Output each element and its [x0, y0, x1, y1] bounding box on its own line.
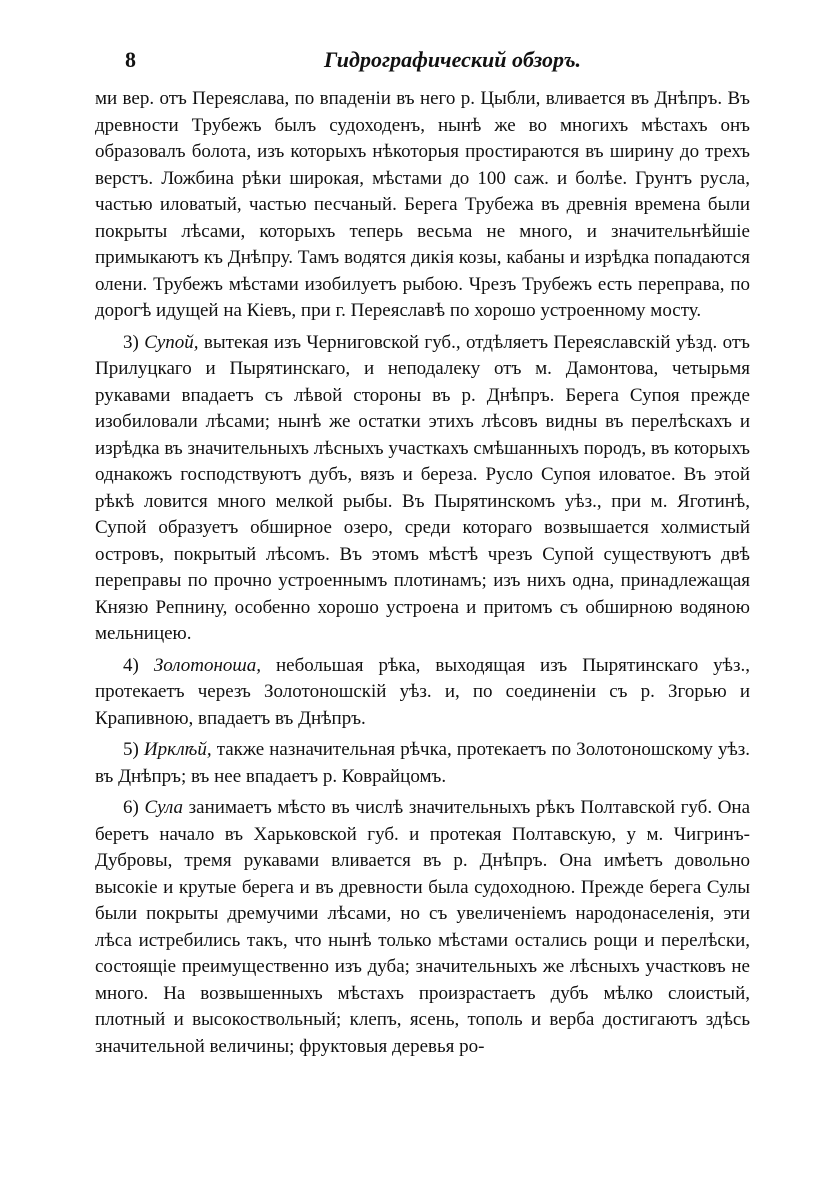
- river-name-supoy: Супой,: [144, 331, 199, 353]
- page-header: [95, 42, 750, 78]
- paragraph-text: занимаетъ мѣсто въ числѣ значительныхъ рѣкъ Полтавской губ. Она беретъ начало въ Харьковской губ. и протекая Полтавскую, у м. Чигринъ-Дубровы, тремя рукавами вливается въ р. Днѣпръ. Она имѣетъ довольно высокіе и крутые берега и въ древности была судоходною. Прежде берега Сулы были покрыты дремучими лѣсами, но съ увеличеніемъ народонаселенія, эти лѣса истребились такъ, что нынѣ только мѣстами остались рощи и перелѣски, состоящіе преимущественно изъ дуба; значительныхъ же лѣсныхъ участковъ не много. На возвышенныхъ мѣстахъ произрастаетъ дубъ мѣлко слоистый, плотный и высокоствольный; клепъ, ясень, тополь и верба достигаютъ здѣсь значительной величины; фруктовыя деревья ро-: [95, 797, 751, 1057]
- paragraph-number: 5): [123, 739, 139, 760]
- paragraph-trubezh-continued: [95, 86, 750, 325]
- paragraph-irkley: [95, 737, 750, 790]
- book-page: [95, 42, 750, 1065]
- river-name-irkley: Ирклѣй,: [143, 739, 212, 760]
- page-number: 8: [125, 47, 136, 72]
- river-name-zolotonosha: Золотоноша,: [153, 654, 262, 676]
- paragraph-text: также назначительная рѣчка, протекаетъ по Золотоношскому уѣз. въ Днѣпръ; въ нее впадаетъ р. Коврайцомъ.: [95, 739, 751, 787]
- paragraph-text: небольшая рѣка, выходящая изъ Пырятинскаго уѣз., протекаетъ черезъ Золотоношскій уѣз. и, по соединеніи съ р. Згорью и Крапивною, впадаетъ въ Днѣпръ.: [95, 654, 750, 729]
- paragraph-supoy: [95, 330, 750, 648]
- page-body: [95, 86, 750, 1060]
- running-head: Гидрографический обзоръ.: [323, 47, 582, 72]
- paragraph-number: 3): [123, 331, 139, 353]
- paragraph-number: 4): [123, 654, 139, 676]
- river-name-sula: Сула: [144, 797, 184, 818]
- paragraph-text: вытекая изъ Черниговской губ., отдѣляетъ Переяславскій уѣзд. отъ Прилуцкаго и Пырятинскаго, и неподалеку отъ м. Дамонтова, четырьмя рукавами впадаетъ съ лѣвой стороны въ р. Днѣпръ. Берега Супоя прежде изобиловали лѣсами; нынѣ же остатки этихъ лѣсовъ видны въ перелѣскахъ и изрѣдка въ значительныхъ лѣсныхъ участкахъ смѣшанныхъ породъ, въ которыхъ однакожъ господствуютъ дубъ, вязъ и береза. Русло Супоя иловатое. Въ этой рѣкѣ ловится много мелкой рыбы. Въ Пырятинскомъ уѣз., при м. Яготинѣ, Супой образуетъ обширное озеро, среди котораго возвышается холмистый островъ, покрытый лѣсомъ. Въ этомъ мѣстѣ чрезъ Супой существуютъ двѣ переправы по прочно устроеннымъ плотинамъ; изъ нихъ одна, принадлежащая Князю Репнину, особенно хорошо устроена и притомъ съ обширною водяною мельницею.: [95, 331, 751, 644]
- paragraph-zolotonosha: [95, 653, 750, 733]
- paragraph-sula: [95, 795, 750, 1060]
- paragraph-text: ми вер. отъ Переяслава, по впаденіи въ него р. Цыбли, вливается въ Днѣпръ. Въ древности Трубежъ былъ судоходенъ, нынѣ же во многихъ мѣстахъ онъ образовалъ болота, изъ которыхъ нѣкоторыя простираются въ ширину до трехъ верстъ. Ложбина рѣки широкая, мѣстами до 100 саж. и болѣе. Грунтъ русла, частью иловатый, частью песчаный. Берега Трубежа въ древнія времена были покрыты лѣсами, которыхъ теперь весьма не много, и значительнѣйшіе примыкаютъ къ Днѣпру. Тамъ водятся дикія козы, кабаны и изрѣдка попадаются олени. Трубежъ мѣстами изобилуетъ рыбою. Чрезъ Трубежъ есть переправа, по дорогѣ идущей на Кіевъ, при г. Переяславѣ по хорошо устроенному мосту.: [95, 88, 750, 321]
- paragraph-number: 6): [123, 797, 139, 818]
